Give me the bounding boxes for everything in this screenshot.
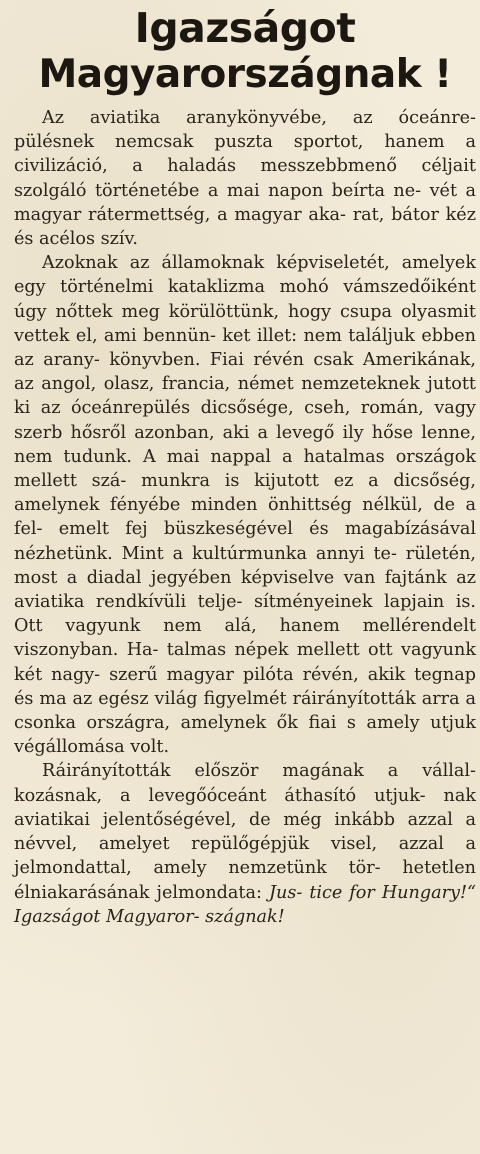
article-paragraph-1: Az aviatika aranykönyvébe, az óceánre- pülésnek nemcsak puszta sportot, hanem a civilizáció, a haladás messzebbmenő céljait szolgáló történetébe a mai napon beírta ne- vét a magyar rátermettség, a magyar aka- rat, bátor kéz és acélos szív. <box>14 108 476 250</box>
article-paragraph-2: Azoknak az államoknak képviseletét, amelyek egy történelmi kataklizma mohó vámszedőiként úgy nőttek meg körülöttünk, hogy csupa olyasmit vettek el, ami bennün- ket illet: nem találjuk ebben az arany- könyvben. Fiai révén csak Amerikának, az angol, olasz, francia, német nemzeteknek jutott ki az óceánrepülés dicsősége, cseh, román, vagy szerb hősről azonban, aki a levegő ily hőse lenne, nem tudunk. A mai nappal a hatalmas országok mellett szá- munkra is kijutott ez a dicsőség, amelynek fényébe minden önhittség nélkül, de a fel- emelt fej büszkeségével és magabízásával nézhetünk. Mint a kultúrmunka annyi te- rületén, most a diadal jegyében képviselve van fajtánk az aviatika rendkívüli telje- sítményeinek lapjain is. Ott vagyunk nem alá, hanem mellérendelt viszonyban. Ha- talmas népek mellett ott vagyunk két nagy- szerű magyar pilóta révén, akik tegnap és ma az egész világ figyelmét ráirányították arra a csonka országra, amelynek ők fiai s amely utjuk végállomása volt. <box>14 253 476 758</box>
headline-line2: Magyarországnak ! <box>38 52 452 97</box>
article-paragraph-3 <box>14 759 476 928</box>
article-paragraph-3-text: Ráirányították először magának a vállal- kozásnak, a levegőóceánt áthasító utjuk- nak aviatikai jelentőségével, de még inkább azzal a névvel, amelyet repülőgépjük visel, azzal a jelmondattal, amely nemzetünk tör- hetetlen élniakarásának jelmondata: <box>14 761 476 903</box>
article-body <box>14 106 476 929</box>
headline <box>14 0 476 98</box>
article-closing-quote: Jus- tice for Hungary!“ Igazságot Magyaror- szágnak! <box>14 882 477 927</box>
headline-line1: Igazságot <box>134 4 356 52</box>
